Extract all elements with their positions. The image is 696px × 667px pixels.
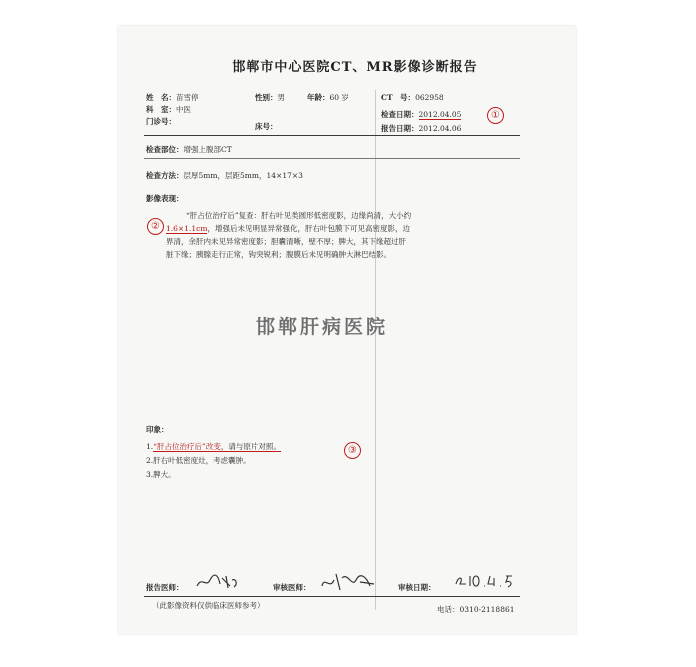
age-label: 年龄： [307, 93, 330, 102]
findings-line-2-rest: ，增强后未见明显异常强化，肝右叶包膜下可见高密度影，边 [207, 224, 410, 233]
report-date-label: 报告日期： [381, 124, 419, 133]
exam-date-row [381, 109, 461, 120]
exam-date-label: 检查日期： [381, 110, 419, 119]
impression-item-3: 3.脾大。 [146, 470, 176, 479]
report-date-value: 2012.04.06 [418, 124, 462, 133]
name-value: 苗雪停 [176, 93, 199, 102]
annotation-mark-3: ③ [344, 442, 361, 459]
exam-date-value: 2012.04.05 [418, 110, 462, 119]
clinic-row [146, 116, 176, 127]
method-value: 层厚5mm，层距5mm，14×17×3 [183, 171, 303, 180]
gender-value: 男 [277, 93, 285, 102]
annotation-mark-2: ② [147, 218, 164, 235]
impression-label: 印象： [146, 425, 169, 434]
impression-item-2: 2.肝右叶低密度灶，考虑囊肿。 [146, 456, 251, 465]
ct-value: 062958 [415, 93, 444, 102]
review-date-row [398, 582, 436, 593]
findings-label: 影像表现： [146, 194, 184, 203]
reporter-label: 报告医师： [146, 583, 184, 592]
report-title: 邯郸市中心医院CT、MR影像诊断报告 [232, 60, 478, 75]
reporter-signature [194, 572, 240, 592]
footer-note: （此影像资料仅供临床医师参考） [152, 601, 265, 610]
exam-part-label: 检查部位： [146, 145, 184, 154]
findings-line-2 [166, 222, 526, 235]
impression-text [146, 440, 446, 482]
exam-part-row [146, 144, 232, 155]
review-date-label: 审核日期： [398, 583, 436, 592]
paper-fold-line [375, 90, 376, 610]
ct-row [381, 92, 444, 103]
gender-row [255, 92, 285, 103]
findings-line-1: “肝占位治疗后”复查：肝右叶见类圆形低密度影，边缘尚清，大小约 [186, 211, 412, 220]
findings-line-4: 脏下缘；胰腺走行正常，钩突锐利；腹膜后未见明确肿大淋巴结影。 [166, 250, 391, 259]
clinic-label: 门诊号： [146, 117, 176, 126]
age-row [307, 92, 349, 103]
footer-phone: 电话：0310-2118861 [437, 605, 515, 614]
impression-label-row [146, 424, 169, 435]
header-divider [144, 135, 520, 136]
dept-label: 科 室： [146, 105, 176, 114]
footer-divider [144, 596, 520, 597]
impression-item-1 [146, 440, 446, 454]
reviewer-row [273, 582, 311, 593]
name-row [146, 92, 199, 103]
report-date-row [381, 123, 461, 134]
bed-label: 床号： [255, 122, 278, 131]
dept-value: 中医 [176, 105, 191, 114]
reviewer-signature [318, 570, 378, 596]
annotation-mark-1: ① [487, 107, 504, 124]
dept-row [146, 104, 191, 115]
impression-1-prefix: 1. [146, 442, 154, 451]
reporter-row [146, 582, 184, 593]
ct-label: CT 号： [381, 93, 416, 102]
reviewer-label: 审核医师： [273, 583, 311, 592]
name-label: 姓 名： [146, 93, 176, 102]
gender-label: 性别： [255, 93, 278, 102]
bed-row [255, 121, 278, 132]
findings-line-3: 界清，余肝内未见异常密度影；胆囊清晰，壁不厚；脾大，其下缘超过肝 [166, 237, 406, 246]
review-date-handwriting [452, 572, 522, 590]
findings-size: 1.6×1.1cm [166, 224, 208, 233]
hospital-watermark: 邯郸肝病医院 [256, 316, 389, 338]
method-label: 检查方法： [146, 171, 184, 180]
findings-label-row [146, 193, 184, 204]
findings-text [166, 209, 526, 261]
exam-part-value: 增强上腹部CT [183, 145, 232, 154]
age-value: 60 岁 [329, 93, 349, 102]
part-divider [144, 158, 520, 159]
impression-1-highlight: “肝占位治疗后”改变 [153, 442, 221, 451]
impression-1-rest: ，请与原片对照。 [220, 442, 281, 451]
method-row [146, 170, 303, 181]
